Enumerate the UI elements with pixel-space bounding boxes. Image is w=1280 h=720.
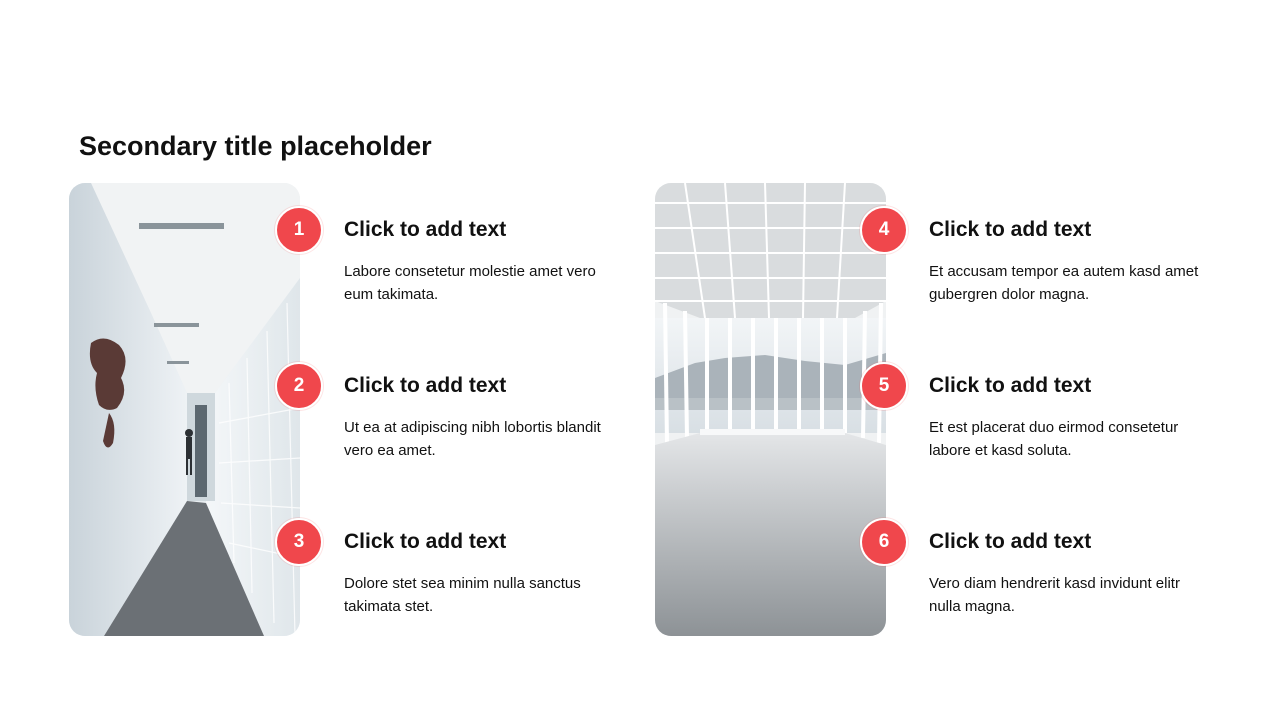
hallway-photo[interactable] (69, 183, 300, 636)
item-body-text[interactable]: Labore consetetur molestie amet vero eum takimata. (344, 263, 596, 303)
item-heading[interactable]: Click to add text (344, 218, 507, 241)
item-number-badge: 2 (275, 362, 323, 410)
item-body-text[interactable]: Et accusam tempor ea autem kasd amet gubergren dolor magna. (929, 263, 1199, 303)
item-body-text[interactable]: Et est placerat duo eirmod consetetur labore et kasd soluta. (929, 419, 1179, 459)
slide-title[interactable]: Secondary title placeholder (79, 131, 432, 161)
item-number-badge: 3 (275, 518, 323, 566)
empty-office-photo[interactable] (655, 183, 886, 636)
item-body-text[interactable]: Vero diam hendrerit kasd invidunt elitr nulla magna. (929, 575, 1180, 615)
item-heading[interactable]: Click to add text (929, 374, 1092, 397)
item-heading[interactable]: Click to add text (929, 218, 1092, 241)
item-number-badge: 5 (860, 362, 908, 410)
item-number-badge: 6 (860, 518, 908, 566)
item-heading[interactable]: Click to add text (344, 530, 507, 553)
item-body-text[interactable]: Dolore stet sea minim nulla sanctus takimata stet. (344, 575, 581, 615)
item-number-badge: 1 (275, 206, 323, 254)
item-body-text[interactable]: Ut ea at adipiscing nibh lobortis blandit vero ea amet. (344, 419, 601, 459)
item-number-badge: 4 (860, 206, 908, 254)
item-heading[interactable]: Click to add text (344, 374, 507, 397)
item-heading[interactable]: Click to add text (929, 530, 1092, 553)
